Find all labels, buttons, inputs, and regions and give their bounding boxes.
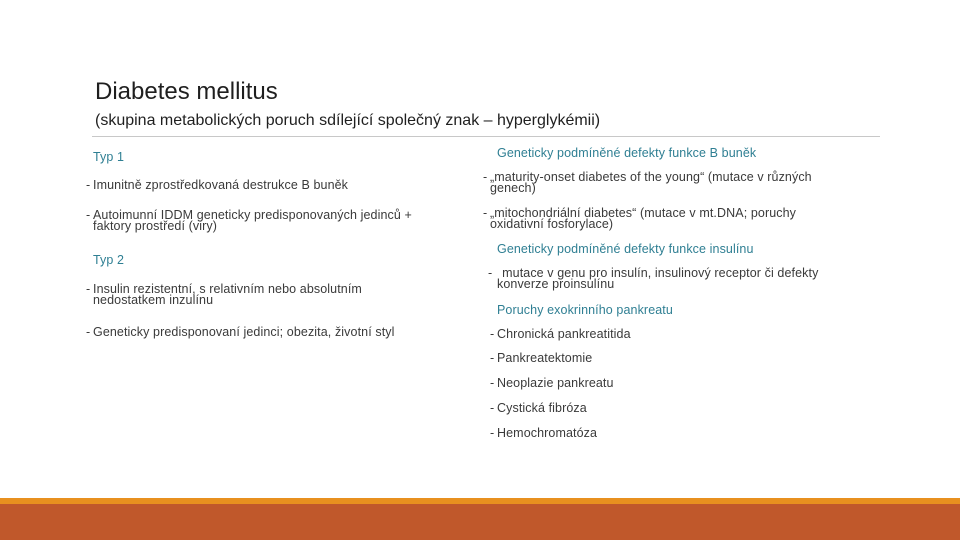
typ1-heading: Typ 1 [93,150,125,164]
slide-title: Diabetes mellitus [95,78,278,105]
item-text: Insulin rezistentní, s relativním nebo absolutním [93,282,362,296]
exocrine-item-4 [490,403,587,414]
bullet-dash: - [490,376,495,390]
item-text: „mitochondriální diabetes“ (mutace v mt.DNA; poruchy [490,206,797,220]
typ2-item-1 [86,284,362,306]
bullet-dash: - [483,170,488,184]
beta-defects-heading: Geneticky podmíněné defekty funkce B buněk [497,146,757,160]
bullet-dash: - [490,351,495,365]
typ2-item-2 [86,327,395,338]
item-text: Hemochromatóza [497,426,598,440]
item-text: Cystická fibróza [497,401,587,415]
item-text: Autoimunní IDDM geneticky predisponovaných jedinců + [93,208,412,222]
bullet-dash: - [483,206,488,220]
item-text: Chronická pankreatitida [497,327,631,341]
exocrine-item-3 [490,378,614,389]
title-divider [92,136,880,137]
exocrine-item-2 [490,353,592,364]
bullet-dash: - [490,401,495,415]
bullet-dash: - [86,282,91,296]
item-text-continuation: nedostatkem inzulínu [93,293,214,307]
item-text: „maturity-onset diabetes of the young“ (mutace v různých [490,170,812,184]
insulin-item-1 [488,268,818,290]
slide-subtitle: (skupina metabolických poruch sdílející společný znak – hyperglykémii) [95,112,601,129]
item-text: Pankreatektomie [497,351,593,365]
item-text: Geneticky predisponovaní jedinci; obezita, životní styl [93,325,395,339]
item-text-continuation: oxidativní fosforylace) [490,217,614,231]
bullet-dash: - [86,208,91,222]
footer-bar [0,504,960,540]
bullet-dash: - [86,178,91,192]
bullet-dash: - [490,426,495,440]
beta-item-1 [483,172,812,194]
typ1-item-1 [86,180,348,191]
bullet-dash: - [490,327,495,341]
beta-item-2 [483,208,796,230]
item-text: Neoplazie pankreatu [497,376,614,390]
typ1-item-2 [86,210,412,232]
item-text: mutace v genu pro insulín, insulinový receptor či defekty [495,266,819,280]
typ2-heading: Typ 2 [93,253,125,267]
item-text-continuation: konverze proinsulínu [497,277,615,291]
exocrine-heading: Poruchy exokrinního pankreatu [497,303,673,317]
item-text-continuation: faktory prostředí (viry) [93,219,217,233]
insulin-defects-heading: Geneticky podmíněné defekty funkce insulínu [497,242,754,256]
item-text: Imunitně zprostředkovaná destrukce B buněk [93,178,349,192]
item-text-continuation: genech) [490,181,536,195]
exocrine-item-5 [490,428,597,439]
exocrine-item-1 [490,329,631,340]
bullet-dash: - [86,325,91,339]
bullet-dash: - [488,266,493,280]
